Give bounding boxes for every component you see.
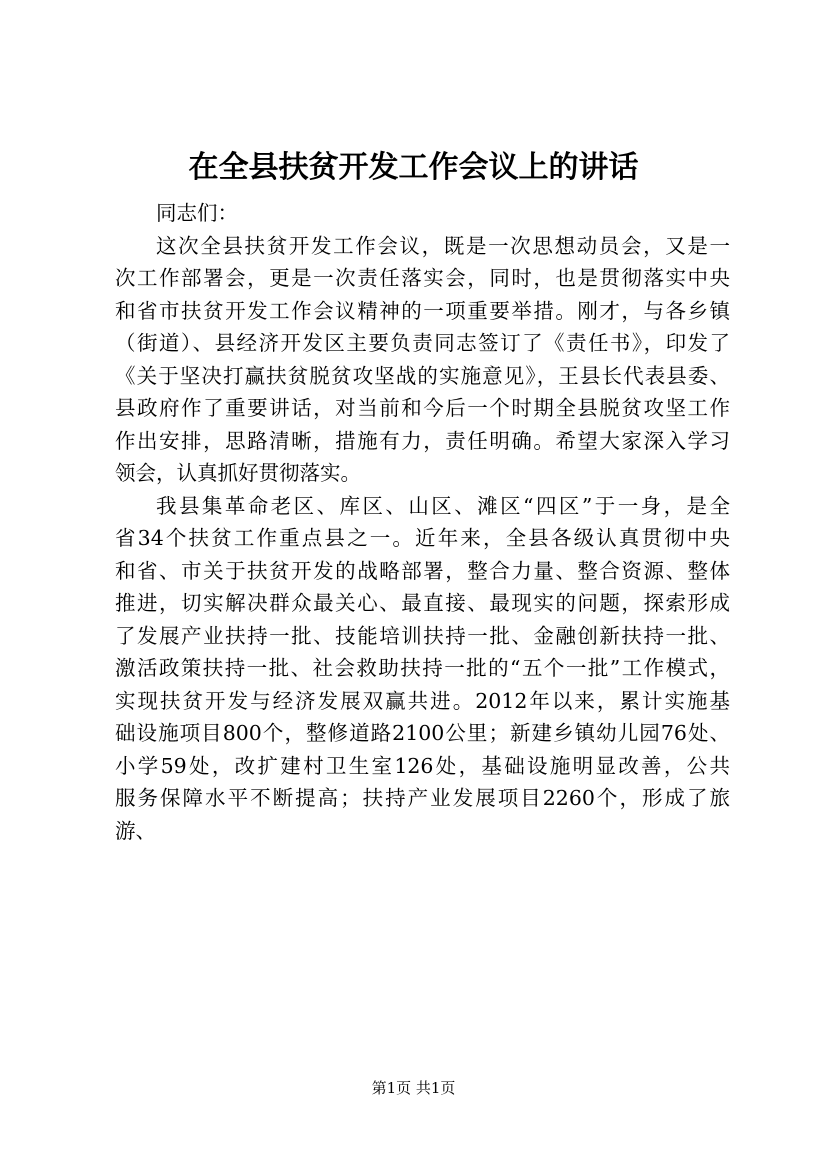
document-body [115,197,730,847]
paragraph-line: 《关于坚决打赢扶贫脱贫攻坚战的实施意见》，王县长代表县委、 [115,363,730,388]
paragraph-line: 小学59处，改扩建村卫生室126处，基础设施明显改善，公共 [115,753,730,778]
paragraph-line: 了发展产业扶持一批、技能培训扶持一批、金融创新扶持一批、 [115,623,730,648]
paragraph-line: 服务保障水平不断提高；扶持产业发展项目2260个，形成了旅 [115,786,730,810]
paragraph-1 [115,230,730,490]
paragraph-line: 次工作部署会，更是一次责任落实会，同时，也是贯彻落实中央 [115,266,730,290]
paragraph-line: 领会，认真抓好贯彻落实。 [115,461,361,485]
paragraph-2 [115,490,730,848]
paragraph-line: 游、 [115,818,156,843]
paragraph-line: 和省、市关于扶贫开发的战略部署，整合力量、整合资源、整体 [115,558,730,583]
document-title: 在全县扶贫开发工作会议上的讲话 [188,150,639,185]
paragraph-line: 我县集革命老区、库区、山区、滩区“四区”于一身，是全 [156,493,730,518]
paragraph-line: 激活政策扶持一批、社会救助扶持一批的“五个一批”工作模式， [115,656,730,680]
page-footer: 第1页 共1页 [371,1079,456,1097]
paragraph-line: 这次全县扶贫开发工作会议，既是一次思想动员会，又是一 [156,233,730,258]
paragraph-line: 作出安排，思路清晰，措施有力，责任明确。希望大家深入学习 [115,428,730,453]
paragraph-line: 县政府作了重要讲话，对当前和今后一个时期全县脱贫攻坚工作 [115,396,730,420]
paragraph-line: 省34个扶贫工作重点县之一。近年来，全县各级认真贯彻中央 [115,526,730,550]
paragraph-line: 实现扶贫开发与经济发展双赢共进。2012年以来，累计实施基 [115,688,730,713]
paragraph-line: （街道）、县经济开发区主要负责同志签订了《责任书》，印发了 [115,331,730,355]
paragraph-line: 推进，切实解决群众最关心、最直接、最现实的问题，探索形成 [115,591,730,615]
salutation: 同志们： [156,201,238,225]
paragraph-line: 础设施项目800个，整修道路2100公里；新建乡镇幼儿园76处、 [115,721,730,745]
paragraph-line: 和省市扶贫开发工作会议精神的一项重要举措。刚才，与各乡镇 [115,298,730,323]
